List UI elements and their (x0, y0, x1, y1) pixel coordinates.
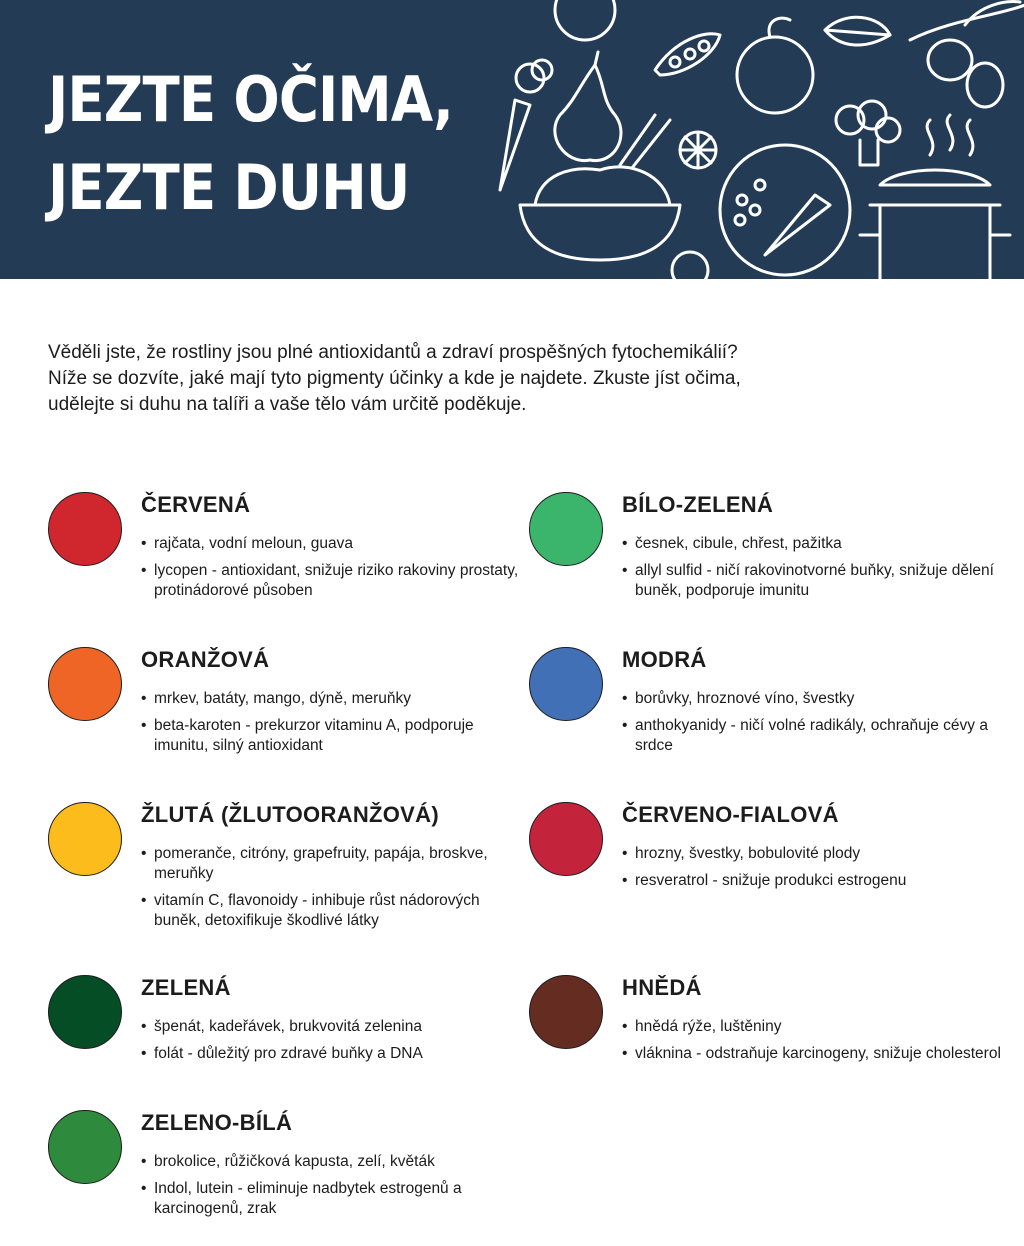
dark-green-color-dot (48, 975, 122, 1049)
orange-color-dot (48, 647, 122, 721)
bullet-item: • mrkev, batáty, mango, dýně, meruňky (141, 689, 521, 709)
bullet-list (141, 1017, 521, 1071)
red-color-dot (48, 492, 122, 566)
page-title (48, 56, 453, 232)
intro-line-3: udělejte si duhu na talíři a vaše tělo vám určitě poděkuje. (48, 394, 527, 415)
title-line-2: JEZTE DUHU (48, 151, 410, 224)
color-heading: ČERVENO-FIALOVÁ (622, 802, 839, 827)
bullet-item: • vláknina - odstraňuje karcinogeny, snižuje cholesterol (622, 1044, 1002, 1064)
color-heading: ZELENO-BÍLÁ (141, 1110, 293, 1135)
bullet-item: • lycopen - antioxidant, snižuje riziko rakoviny prostaty, protinádorové působen (141, 561, 521, 601)
intro-line-2: Níže se dozvíte, jaké mají tyto pigmenty účinky a kde je najdete. Zkuste jíst očima, (48, 368, 741, 389)
food-illustration (480, 0, 1024, 279)
pea-pod-icon (655, 34, 720, 75)
color-heading: ZELENÁ (141, 975, 231, 1000)
color-heading: ORANŽOVÁ (141, 647, 270, 672)
color-heading: ČERVENÁ (141, 492, 251, 517)
bullet-list (141, 844, 521, 938)
bullet-item: • vitamín C, flavonoidy - inhibuje růst nádorových buněk, detoxifikuje škodlivé látky (141, 891, 521, 931)
title-line-1: JEZTE OČIMA, (48, 63, 454, 136)
bullet-item: • folát - důležitý pro zdravé buňky a DNA (141, 1044, 521, 1064)
color-heading: HNĚDÁ (622, 975, 702, 1000)
bullet-item: • česnek, cibule, chřest, pažitka (622, 534, 1002, 554)
bullet-item: • pomeranče, citróny, grapefruity, papája, broskve, meruňky (141, 844, 521, 884)
bullet-list (622, 1017, 1002, 1071)
bullet-item: • beta-karoten - prekurzor vitaminu A, podporuje imunitu, silný antioxidant (141, 716, 521, 756)
orange-icon (737, 37, 813, 113)
bullet-list (141, 534, 521, 608)
header-banner (0, 0, 1024, 279)
color-heading: BÍLO-ZELENÁ (622, 492, 774, 517)
bullet-list (622, 534, 1002, 608)
color-heading: MODRÁ (622, 647, 707, 672)
bullet-list (141, 1152, 521, 1226)
color-heading: ŽLUTÁ (ŽLUTOORANŽOVÁ) (141, 802, 439, 827)
crimson-color-dot (529, 802, 603, 876)
carrot-icon (500, 100, 530, 190)
green-color-dot (48, 1110, 122, 1184)
intro-text (48, 340, 928, 418)
bowl-icon (520, 205, 680, 260)
olive-icon (928, 40, 972, 80)
light-green-color-dot (529, 492, 603, 566)
intro-line-1: Věděli jste, že rostliny jsou plné antioxidantů a zdraví prospěšných fytochemikálií? (48, 342, 738, 363)
yellow-color-dot (48, 802, 122, 876)
bullet-item: • resveratrol - snižuje produkci estrogenu (622, 871, 1002, 891)
bullet-list (141, 689, 521, 763)
bullet-list (622, 844, 1002, 898)
bullet-list (622, 689, 1002, 763)
brown-color-dot (529, 975, 603, 1049)
bullet-item: • Indol, lutein - eliminuje nadbytek estrogenů a karcinogenů, zrak (141, 1179, 521, 1219)
bullet-item: • anthokyanidy - ničí volné radikály, ochraňuje cévy a srdce (622, 716, 1002, 756)
bullet-item: • brokolice, růžičková kapusta, zelí, květák (141, 1152, 521, 1172)
plate-icon (720, 145, 850, 275)
bullet-item: • hrozny, švestky, bobulovité plody (622, 844, 1002, 864)
bullet-item: • borůvky, hroznové víno, švestky (622, 689, 1002, 709)
bullet-item: • allyl sulfid - ničí rakovinotvorné buňky, snižuje dělení buněk, podporuje imunitu (622, 561, 1002, 601)
pear-icon (555, 65, 621, 161)
bullet-item: • špenát, kadeřávek, brukvovitá zelenina (141, 1017, 521, 1037)
blue-color-dot (529, 647, 603, 721)
bullet-item: • hnědá rýže, luštěniny (622, 1017, 1002, 1037)
bullet-item: • rajčata, vodní meloun, guava (141, 534, 521, 554)
tomato-icon (555, 0, 615, 40)
